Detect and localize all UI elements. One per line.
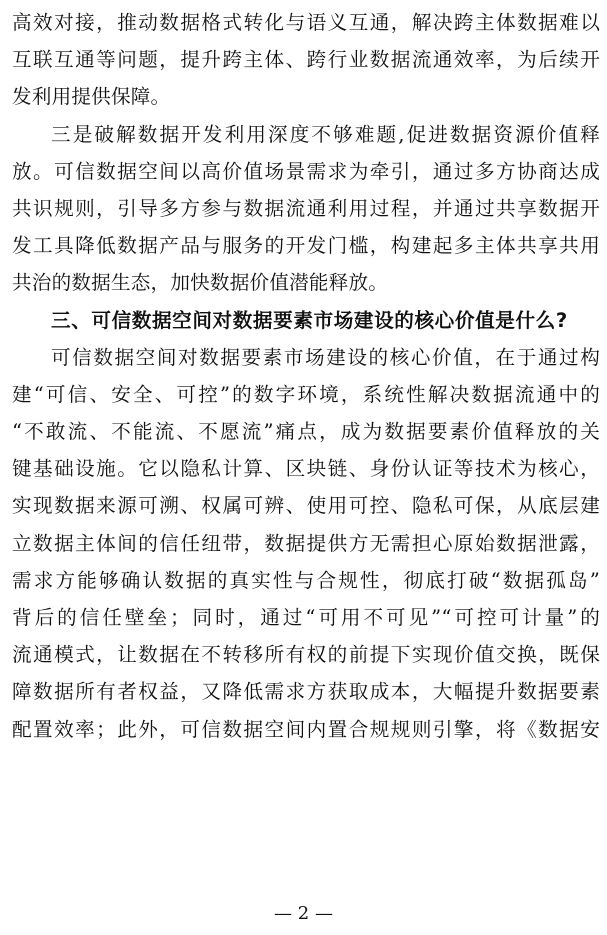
section-heading: 三、可信数据空间对数据要素市场建设的核心价值是什么? [51,308,568,332]
text-line: 实现数据来源可溯、权属可辨、使用可控、隐私可保，从底层建 [12,494,600,518]
page-number: — 2 — [274,903,333,924]
text-line: 流通模式，让数据在不转移所有权的前提下实现价值交换，既保 [12,643,600,667]
text-line: 三是破解数据开发利用深度不够难题,促进数据资源价值释 [51,122,600,146]
text-line: 立数据主体间的信任纽带，数据提供方无需担心原始数据泄露， [12,531,600,555]
text-line: 共识规则，引导多方参与数据流通利用过程，并通过共享数据开 [12,196,600,220]
text-line: 高效对接，推动数据格式转化与语义互通，解决跨主体数据难以 [12,11,600,34]
text-line: 需求方能够确认数据的真实性与合规性，彻底打破“数据孤岛” [12,568,600,592]
text-line: 可信数据空间对数据要素市场建设的核心价值，在于通过构 [51,345,600,369]
text-line: 背后的信任壁垒；同时，通过“可用不可见”“可控可计量”的 [12,606,600,629]
text-line: 障数据所有者权益，又降低需求方获取成本，大幅提升数据要素 [12,680,600,704]
text-line: 配置效率；此外，可信数据空间内置合规规则引擎，将《数据安 [12,717,600,741]
document-body [12,4,600,748]
text-line: 发利用提供保障。 [12,85,171,109]
text-line: 互联互通等问题，提升跨主体、跨行业数据流通效率，为后续开 [12,48,600,72]
text-line: “不敢流、不能流、不愿流”痛点，成为数据要素价值释放的关 [12,420,600,444]
text-line: 建“可信、安全、可控”的数字环境，系统性解决数据流通中的 [12,382,600,406]
text-line: 发工具降低数据产品与服务的开发门槛，构建起多主体共享共用 [12,234,600,258]
text-line: 共治的数据生态，加快数据价值潜能释放。 [12,271,389,295]
text-line: 放。可信数据空间以高价值场景需求为牵引，通过多方协商达成 [12,159,600,183]
text-line: 键基础设施。它以隐私计算、区块链、身份认证等技术为核心， [12,457,600,481]
